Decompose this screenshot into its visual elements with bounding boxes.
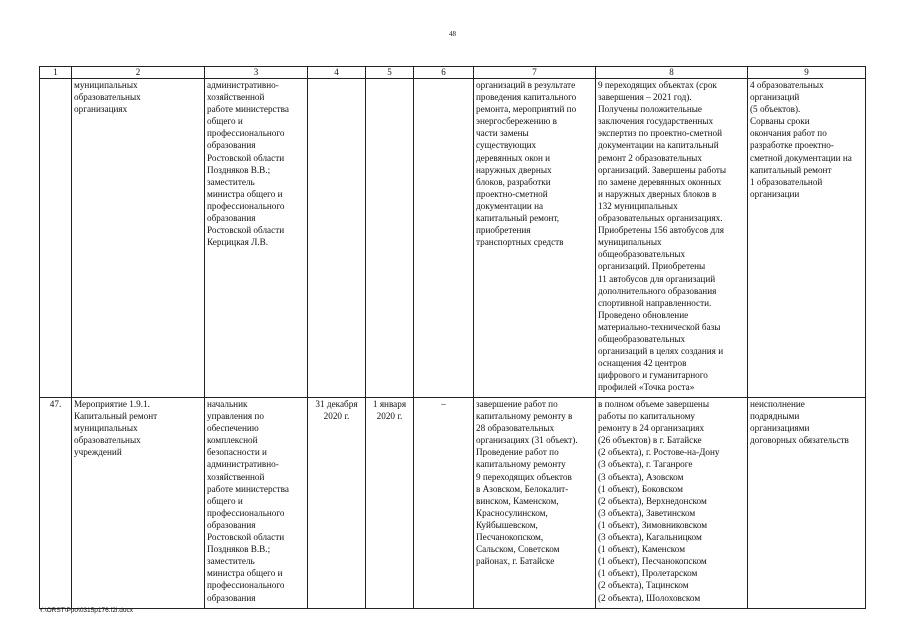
cell-text-line: 11 автобусов для организаций xyxy=(598,273,716,284)
cell-problems xyxy=(748,79,866,398)
cell-text-line: Поздняков В.В.; xyxy=(207,544,271,555)
cell-text-line: 9 переходящих объектах (срок xyxy=(598,80,717,90)
cell-text-line: 28 образовательных xyxy=(476,423,555,434)
cell-text-line: (3 объекта), Кагальницком xyxy=(598,532,702,543)
cell-text-line: ремонту в 24 организациях xyxy=(598,423,705,434)
cell-text-line: организаций. Завершены работы xyxy=(598,164,727,175)
cell-text-line: по замене деревянных оконных xyxy=(598,176,722,187)
cell-text-line: безопасности и xyxy=(207,447,267,458)
cell-text-line: неисполнение xyxy=(750,399,805,409)
cell-text-line: (1 объект), Каменском xyxy=(598,544,686,555)
cell-text-line: работы по капитальному xyxy=(598,411,696,422)
cell-text-line: общеобразовательных xyxy=(598,333,686,344)
cell-text-line: Приобретены 156 автобусов для xyxy=(598,225,725,236)
cell-text-line: (2 объекта), Верхнедонском xyxy=(598,495,707,506)
cell-text-line: организаций в результате xyxy=(476,80,576,90)
header-cell: 2 xyxy=(72,67,205,79)
header-cell: 3 xyxy=(205,67,308,79)
cell-text-line: муниципальных xyxy=(74,80,138,90)
cell-text-line: оснащения 42 центров xyxy=(598,358,687,369)
cell-text-line: муниципальных xyxy=(74,423,138,434)
cell-text-line: Ростовской области xyxy=(207,532,285,543)
cell-text-line: образовательных xyxy=(74,435,141,446)
cell-text-line: министра общего и xyxy=(207,568,283,579)
cell-text-line: заместитель xyxy=(207,556,255,567)
cell-text-line: проектно-сметной xyxy=(476,188,548,199)
cell-text-line: Песчанокопском, xyxy=(476,532,544,543)
cell-text-line: Сорваны сроки xyxy=(750,116,810,127)
cell-text-line: и наружных дверных блоков в xyxy=(598,188,717,199)
cell-text-line: 2020 г. xyxy=(376,411,403,422)
cell-planned-result xyxy=(474,398,596,609)
cell-start-date xyxy=(366,79,414,398)
cell-text-line: материально-технической базы xyxy=(598,321,721,332)
cell-text-line: общего и xyxy=(207,116,243,127)
cell-text-line: хозяйственной xyxy=(207,471,265,482)
cell-text-line: 1 образовательной xyxy=(750,176,823,187)
cell-text-line: 1 января xyxy=(372,399,407,409)
cell-text-line: заместитель xyxy=(207,176,255,187)
cell-text-line: капитальный ремонт, xyxy=(476,213,560,224)
cell-actual-result xyxy=(596,398,748,609)
cell-text-line: Куйбышевском, xyxy=(476,519,538,530)
cell-text-line: работе министерства xyxy=(207,483,289,494)
cell-text-line: ремонт 2 образовательных xyxy=(598,152,702,163)
cell-text-line: образования xyxy=(207,519,256,530)
cell-text-line: административно- xyxy=(207,80,279,90)
cell-text-line: завершение работ по xyxy=(476,399,558,409)
cell-text-line: подрядными xyxy=(750,411,800,422)
file-path-footer: Y:\ORST\Ppo\0315p176.f2l.docx xyxy=(39,607,133,614)
cell-text-line: (1 объект), Зимовниковском xyxy=(598,519,708,530)
cell-responsible xyxy=(205,79,308,398)
cell-text-line: обеспечению xyxy=(207,423,259,434)
page-number: 48 xyxy=(449,30,456,38)
cell-text-line: профессионального xyxy=(207,507,285,518)
cell-text-line: цифрового и гуманитарного xyxy=(598,370,708,381)
cell-text-line: профессионального xyxy=(207,200,285,211)
cell-text-line: части замены xyxy=(476,128,529,139)
cell-text-line: образования xyxy=(207,213,256,224)
table-row-47 xyxy=(40,398,866,609)
cell-text-line: (1 объект), Песчанокопском xyxy=(598,556,707,567)
cell-text-line: капитальному ремонту в xyxy=(476,411,573,422)
cell-text-line: организациями xyxy=(750,423,810,434)
cell-text-line: Ростовской области xyxy=(207,152,285,163)
cell-text-line: окончания работ по xyxy=(750,128,827,139)
cell-text-line: административно- xyxy=(207,459,279,470)
header-row xyxy=(40,67,866,79)
cell-text-line: организации xyxy=(750,188,800,199)
cell-text-line: (2 объекта), г. Ростове-на-Дону xyxy=(598,447,720,458)
cell-text-line: спортивной направленности. xyxy=(598,297,712,308)
cell-text-line: капитальному ремонту xyxy=(476,459,566,470)
cell-text-line: организациях (31 объект). xyxy=(476,435,578,446)
header-cell: 8 xyxy=(596,67,748,79)
cell-end-date xyxy=(414,79,474,398)
cell-text-line: в полном объеме завершены xyxy=(598,399,710,409)
cell-text-line: разработке проектно- xyxy=(750,140,834,151)
cell-text-line: (3 объекта), Азовском xyxy=(598,471,684,482)
header-cell: 7 xyxy=(474,67,596,79)
cell-text-line: энергосбережению в xyxy=(476,116,558,127)
cell-text-line: (5 объектов). xyxy=(750,104,801,115)
cell-text-line: общего и xyxy=(207,495,243,506)
cell-text-line: работе министерства xyxy=(207,104,289,115)
cell-number: 47. xyxy=(40,398,72,609)
cell-text-line: капитальный ремонт xyxy=(750,164,832,175)
cell-actual-result xyxy=(596,79,748,398)
cell-text-line: Ростовской области xyxy=(207,225,285,236)
cell-text-line: образовательных организациях. xyxy=(598,213,723,224)
cell-text-line: профессионального xyxy=(207,128,285,139)
cell-text-line: экспертиз по проектно-сметной xyxy=(598,128,723,139)
header-cell: 4 xyxy=(308,67,366,79)
cell-text-line: деревянных окон и xyxy=(476,152,551,163)
header-cell: 5 xyxy=(366,67,414,79)
cell-text-line: (2 объекта), Шолоховском xyxy=(598,592,701,603)
cell-text-line: (3 объекта), Заветинском xyxy=(598,507,696,518)
cell-text-line: районах, г. Батайске xyxy=(476,556,555,567)
cell-end-date: – xyxy=(414,398,474,609)
cell-text-line: завершения – 2021 год). xyxy=(598,92,692,103)
cell-text-line: наружных дверных xyxy=(476,164,552,175)
cell-planned-result xyxy=(474,79,596,398)
cell-text-line: учреждений xyxy=(74,447,122,458)
cell-text-line: ремонта, мероприятий по xyxy=(476,104,577,115)
cell-plan-date xyxy=(308,79,366,398)
cell-text-line: Получены положительные xyxy=(598,104,703,115)
table-row-continued xyxy=(40,79,866,398)
cell-text-line: организациях xyxy=(74,104,128,115)
header-cell: 9 xyxy=(748,67,866,79)
cell-responsible xyxy=(205,398,308,609)
cell-text-line: блоков, разработки xyxy=(476,176,551,187)
cell-text-line: начальник xyxy=(207,399,248,409)
cell-text-line: Сальском, Советском xyxy=(476,544,560,555)
cell-text-line: Красносулинском, xyxy=(476,507,548,518)
cell-start-date xyxy=(366,398,414,609)
cell-text-line: организаций xyxy=(750,92,800,103)
cell-text-line: (1 объект), Боковском xyxy=(598,483,683,494)
cell-problems xyxy=(748,398,866,609)
cell-text-line: приобретения xyxy=(476,225,531,236)
header-cell: 6 xyxy=(414,67,474,79)
cell-text-line: 2020 г. xyxy=(323,411,350,422)
cell-text-line: договорных обязательств xyxy=(750,435,849,446)
report-table xyxy=(39,66,866,609)
cell-text-line: дополнительного образования xyxy=(598,285,717,296)
cell-text-line: документации на xyxy=(476,200,544,211)
cell-text-line: Мероприятие 1.9.1. xyxy=(74,399,150,409)
cell-text-line: документации на капитальный xyxy=(598,140,719,151)
cell-text-line: Керцицкая Л.В. xyxy=(207,237,269,248)
cell-text-line: Проведено обновление xyxy=(598,309,689,320)
cell-text-line: заключения государственных xyxy=(598,116,714,127)
cell-number xyxy=(40,79,72,398)
cell-text-line: винском, Каменском, xyxy=(476,495,559,506)
cell-text-line: хозяйственной xyxy=(207,92,265,103)
cell-measure xyxy=(72,398,205,609)
cell-text-line: комплексной xyxy=(207,435,258,446)
cell-text-line: сметной документации на xyxy=(750,152,852,163)
cell-text-line: 9 переходящих объектов xyxy=(476,471,572,482)
cell-text-line: образования xyxy=(207,140,256,151)
cell-text-line: образовательных xyxy=(74,92,141,103)
cell-text-line: (1 объект), Пролетарском xyxy=(598,568,698,579)
cell-text-line: 31 декабря xyxy=(315,399,358,409)
cell-text-line: (2 объекта), Тацинском xyxy=(598,580,689,591)
cell-text-line: существующих xyxy=(476,140,537,151)
cell-text-line: проведения капитального xyxy=(476,92,577,103)
cell-plan-date xyxy=(308,398,366,609)
cell-text-line: профессионального xyxy=(207,580,285,591)
cell-text-line: общеобразовательных xyxy=(598,249,686,260)
header-cell: 1 xyxy=(40,67,72,79)
cell-text-line: организаций в целях создания и xyxy=(598,346,724,357)
cell-text-line: 4 образовательных xyxy=(750,80,824,90)
cell-text-line: управления по xyxy=(207,411,264,422)
cell-text-line: Поздняков В.В.; xyxy=(207,164,271,175)
cell-text-line: организаций. Приобретены xyxy=(598,261,706,272)
cell-text-line: 132 муниципальных xyxy=(598,200,678,211)
cell-text-line: профилей «Точка роста» xyxy=(598,382,695,393)
cell-text-line: в Азовском, Белокалит- xyxy=(476,483,569,494)
cell-text-line: (3 объекта), г. Таганроге xyxy=(598,459,693,470)
cell-text-line: министра общего и xyxy=(207,188,283,199)
cell-text-line: транспортных средств xyxy=(476,237,564,248)
cell-text-line: муниципальных xyxy=(598,237,662,248)
cell-text-line: Капитальный ремонт xyxy=(74,411,158,422)
cell-text-line: образования xyxy=(207,592,256,603)
cell-measure xyxy=(72,79,205,398)
cell-text-line: (26 объектов) в г. Батайске xyxy=(598,435,702,446)
cell-text-line: Проведение работ по xyxy=(476,447,559,458)
